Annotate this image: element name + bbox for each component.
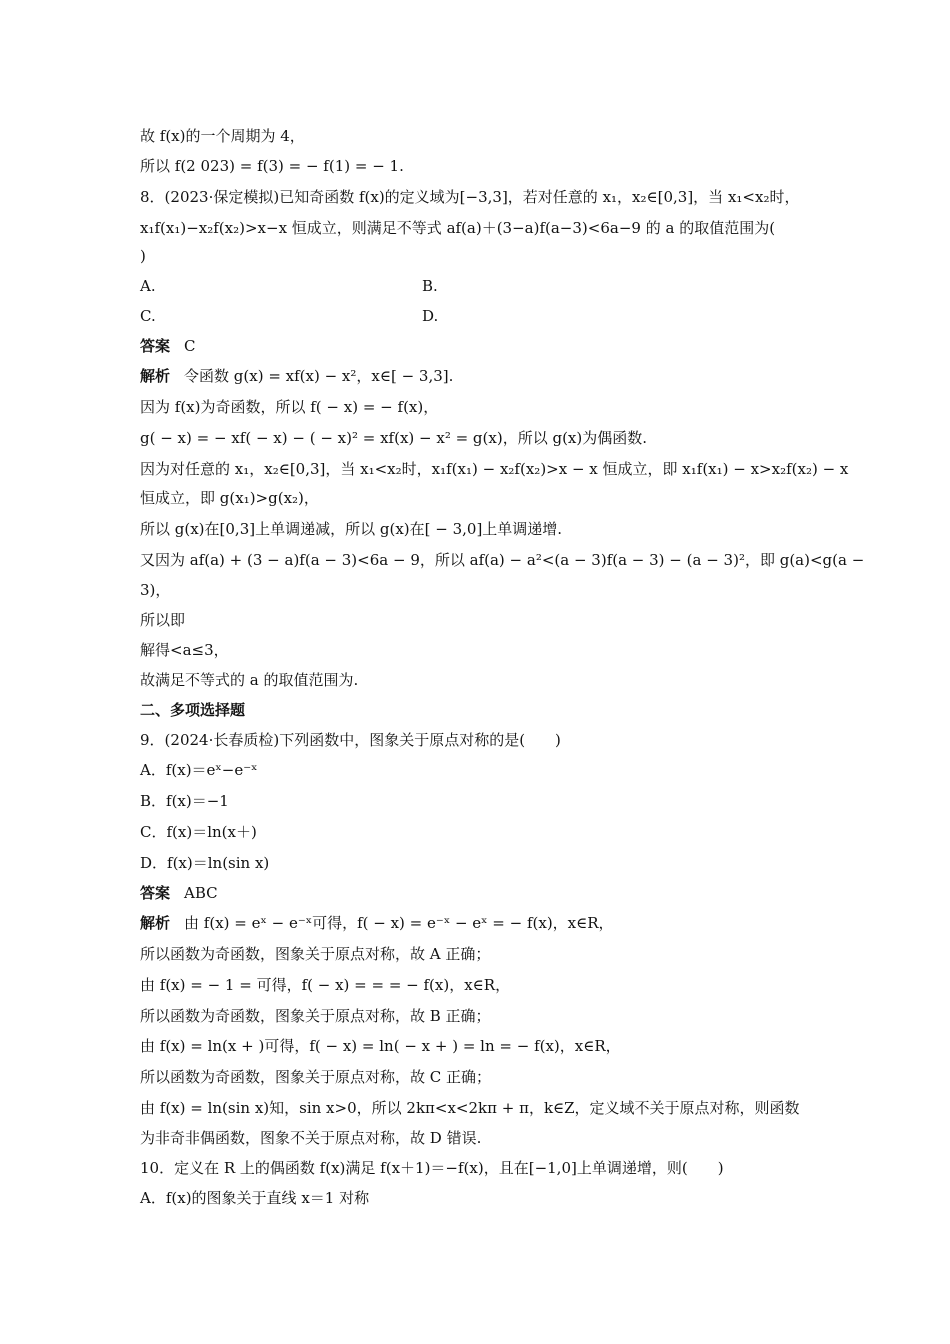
analysis-text: 由 f(x) = eˣ − e⁻ˣ可得，f( − x) = e⁻ˣ − eˣ = − f(x)，x∈R， [184,914,614,932]
answer-value: ABC [184,884,218,902]
analysis-line: 所以函数为奇函数，图象关于原点对称，故 B 正确； [140,1007,491,1025]
analysis-line: 为非奇非偶函数，图象不关于原点对称，故 D 错误. [140,1129,482,1147]
answer-value: C [184,337,196,355]
analysis-text: 令函数 g(x) = xf(x) − x²，x∈[ − 3,3]. [184,367,454,385]
question-10-stem: 10．定义在 R 上的偶函数 f(x)满足 f(x＋1)＝−f(x)，且在[−1,0]上单调递增，则( ) [140,1159,724,1177]
option-row [140,276,438,296]
option-c: C. [140,307,156,325]
question-8-stem: x₁f(x₁)−x₂f(x₂)>x−x 恒成立，则满足不等式 af(a)＋(3−a)f(a−3)<6a−9 的 a 的取值范围为( [140,219,776,237]
analysis-line: 所以 g(x)在[0,3]上单调递减，所以 g(x)在[ − 3,0]上单调递增. [140,520,563,538]
question-8-stem: ) [140,247,146,265]
analysis-line: 3)， [140,581,171,599]
option-a: A. [140,277,156,295]
question-9-option: C．f(x)＝ln(x＋) [140,823,257,841]
question-9-option: B．f(x)＝−1 [140,792,229,810]
analysis-line: 所以函数为奇函数，图象关于原点对称，故 A 正确； [140,945,491,963]
answer-8 [140,336,196,356]
analysis-line: g( − x) = − xf( − x) − ( − x)² = xf(x) − x² = g(x)，所以 g(x)为偶函数. [140,429,648,447]
option-b: B. [422,277,438,295]
question-9-option: A．f(x)＝eˣ−e⁻ˣ [140,761,258,779]
analysis-line: 故满足不等式的 a 的取值范围为. [140,671,359,689]
analysis-label: 解析 [140,367,171,385]
section-title: 二、多项选择题 [140,701,246,719]
analysis-9 [140,913,614,933]
option-row [140,306,439,326]
analysis-line: 所以即 [140,611,186,629]
analysis-line: 由 f(x) = − 1 = 可得，f( − x) = = = − f(x)，x∈R， [140,976,511,994]
answer-9 [140,883,218,903]
analysis-line: 因为对任意的 x₁，x₂∈[0,3]，当 x₁<x₂时，x₁f(x₁) − x₂f(x₂)>x − x 恒成立，即 x₁f(x₁) − x>x₂f(x₂) − x [140,460,849,478]
analysis-line: 因为 f(x)为奇函数，所以 f( − x) = − f(x)， [140,398,439,416]
analysis-line: 由 f(x) = ln(sin x)知，sin x>0，所以 2kπ<x<2kπ + π，k∈Z，定义域不关于原点对称，则函数 [140,1099,800,1117]
answer-label: 答案 [140,337,171,355]
analysis-line: 恒成立，即 g(x₁)>g(x₂)， [140,489,319,507]
analysis-8 [140,366,453,386]
answer-label: 答案 [140,884,171,902]
analysis-line: 所以函数为奇函数，图象关于原点对称，故 C 正确； [140,1068,492,1086]
question-10-option: A．f(x)的图象关于直线 x＝1 对称 [140,1189,370,1207]
analysis-label: 解析 [140,914,171,932]
analysis-line: 解得<a≤3， [140,641,229,659]
option-d: D. [422,307,439,325]
question-9-stem: 9．(2024·长春质检)下列函数中，图象关于原点对称的是( ) [140,731,561,749]
analysis-line: 又因为 af(a) + (3 − a)f(a − 3)<6a − 9，所以 af(a) − a²<(a − 3)f(a − 3) − (a − 3)²，即 g(a)<g(a − [140,551,865,569]
analysis-line: 由 f(x) = ln(x + )可得，f( − x) = ln( − x + ) = ln = − f(x)，x∈R， [140,1037,621,1055]
text-line: 故 f(x)的一个周期为 4， [140,127,305,145]
question-9-option: D．f(x)＝ln(sin x) [140,854,270,872]
text-line: 所以 f(2 023) = f(3) = − f(1) = − 1. [140,157,404,175]
question-8-stem: 8．(2023·保定模拟)已知奇函数 f(x)的定义域为[−3,3]，若对任意的 x₁，x₂∈[0,3]，当 x₁<x₂时， [140,188,800,206]
